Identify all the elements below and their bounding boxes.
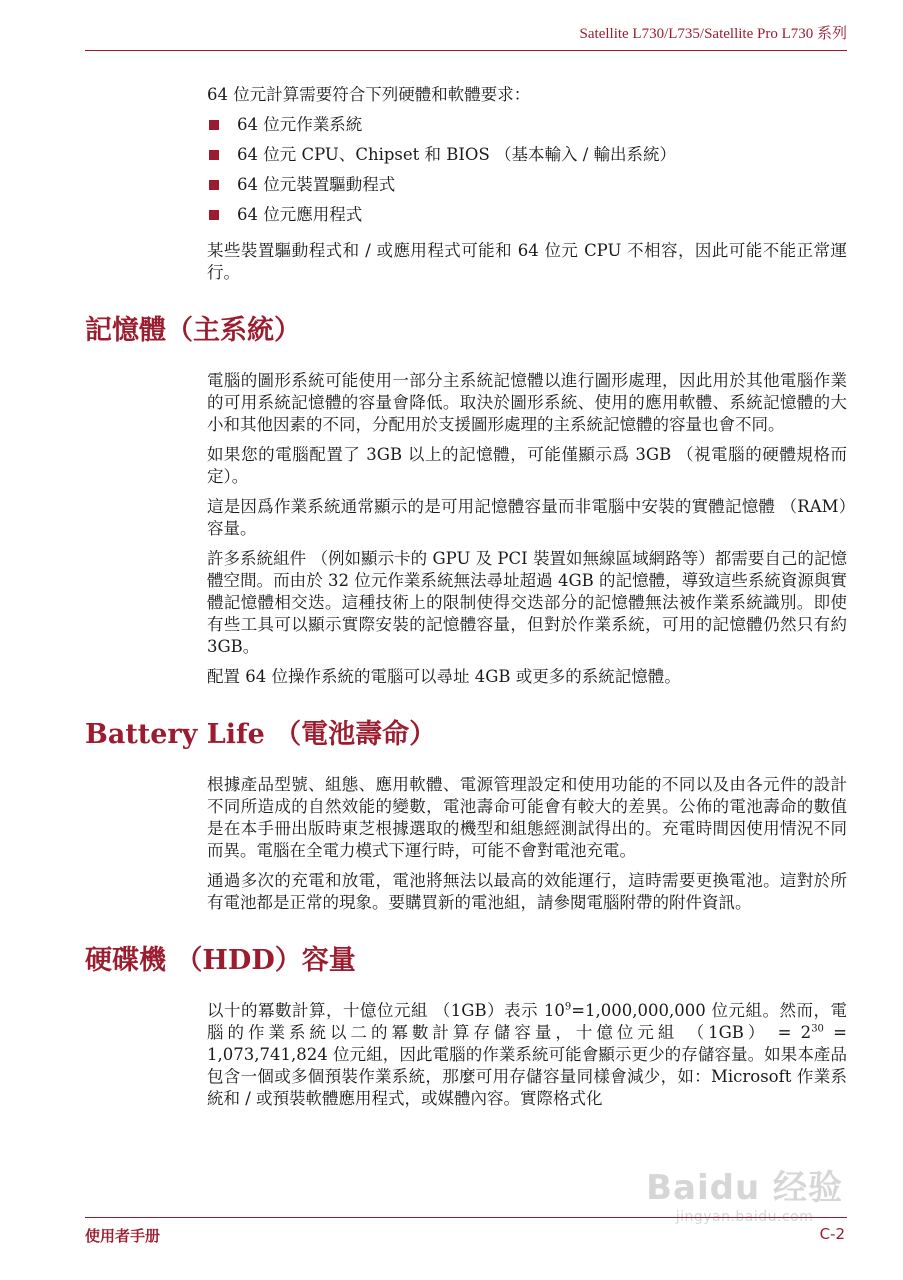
intro-note: 某些裝置驅動程式和 / 或應用程式可能和 64 位元 CPU 不相容，因此可能不能正常運行。: [207, 241, 847, 282]
intro-lead: 64 位元計算需要符合下列硬體和軟體要求：: [207, 85, 531, 104]
hdd-paragraph: 以十的冪數計算，十億位元組 （1GB）表示 $10^9=1,000,000,000$ 位元組。然而，電腦的作業系統以二的冪數計算存儲容量，十億位元組 $(1GB) = 2^{30} = 1,073,741,824$ 位元組，因此電腦的作業系統可能會顯示更少的存儲容量。如果本產品包含一個或多個預裝作業系統，那麼可用存儲容量同樣會減少，如：Microsoft 作業系統和 / 或預裝軟體應用程式，或媒體內容。實際格式化: [207, 1001, 847, 1108]
hdd-section: [207, 1000, 847, 1110]
watermark-logo: Baidu 经验: [646, 1168, 843, 1208]
header-divider: [85, 50, 847, 51]
battery-paragraph: 根據產品型號、組態、應用軟體、電源管理設定和使用功能的不同以及由各元件的設計不同所造成的自然效能的變數，電池壽命可能會有較大的差異。公佈的電池壽命的數值是在本手冊出版時東芝根據選取的機型和組態經測試得出的。充電時間因使用情況不同而異。電腦在全電力模式下運行時，可能不會對電池充電。: [207, 775, 847, 860]
page-content: [85, 84, 847, 1118]
memory-paragraph: 這是因爲作業系統通常顯示的是可用記憶體容量而非電腦中安裝的實體記憶體 （RAM）容量。: [207, 497, 847, 538]
battery-paragraph: 通過多次的充電和放電，電池將無法以最高的效能運行，這時需要更換電池。這對於所有電池都是正常的現象。要購買新的電池組，請參閱電腦附帶的附件資訊。: [207, 871, 847, 912]
bullet-square-icon: [209, 150, 219, 160]
bullet-square-icon: [209, 210, 219, 220]
battery-heading: Battery Life （電池壽命）: [85, 719, 437, 750]
memory-paragraph: 許多系統組件 （例如顯示卡的 GPU 及 PCI 裝置如無線區域網路等）都需要自己的記憶體空間。而由於 32 位元作業系統無法尋址超過 4GB 的記憶體，導致這些系統資源與實體記憶體相交迭。這種技術上的限制使得交迭部分的記憶體無法被作業系統識別。即使有些工具可以顯示實際安裝的記憶體容量，但對於作業系統，可用的記憶體仍然只有約 3GB。: [207, 549, 847, 656]
hdd-heading: 硬碟機 （HDD）容量: [85, 945, 356, 976]
bullet-square-icon: [209, 180, 219, 190]
footer-manual-title: 使用者手册: [85, 1227, 161, 1245]
memory-paragraph: 配置 64 位操作系統的電腦可以尋址 4GB 或更多的系統記憶體。: [207, 667, 681, 686]
memory-heading: 記憶體（主系統）: [85, 315, 301, 346]
watermark: [646, 1160, 843, 1225]
list-item: 64 位元 CPU、Chipset 和 BIOS （基本輸入 / 輸出系統）: [207, 144, 847, 166]
watermark-url: jingyan.baidu.com: [675, 1209, 814, 1225]
footer-divider: [85, 1217, 847, 1218]
page-number: C-2: [819, 1225, 845, 1243]
memory-section: [207, 370, 847, 688]
battery-section: [207, 774, 847, 914]
memory-paragraph: 如果您的電腦配置了 3GB 以上的記憶體，可能僅顯示爲 3GB （視電腦的硬體規格而定）。: [207, 445, 847, 486]
list-item: 64 位元裝置驅動程式: [207, 174, 847, 196]
list-item: 64 位元作業系統: [207, 114, 847, 136]
running-header: Satellite L730/L735/Satellite Pro L730 系列: [579, 26, 847, 42]
memory-paragraph: 電腦的圖形系統可能使用一部分主系統記憶體以進行圖形處理，因此用於其他電腦作業的可用系統記憶體的容量會降低。取決於圖形系統、使用的應用軟體、系統記憶體的大小和其他因素的不同，分配用於支援圖形處理的主系統記憶體的容量也會不同。: [207, 371, 847, 434]
list-item: 64 位元應用程式: [207, 204, 847, 226]
bullet-square-icon: [209, 120, 219, 130]
requirements-list: [207, 114, 847, 226]
intro-section: [207, 84, 847, 284]
